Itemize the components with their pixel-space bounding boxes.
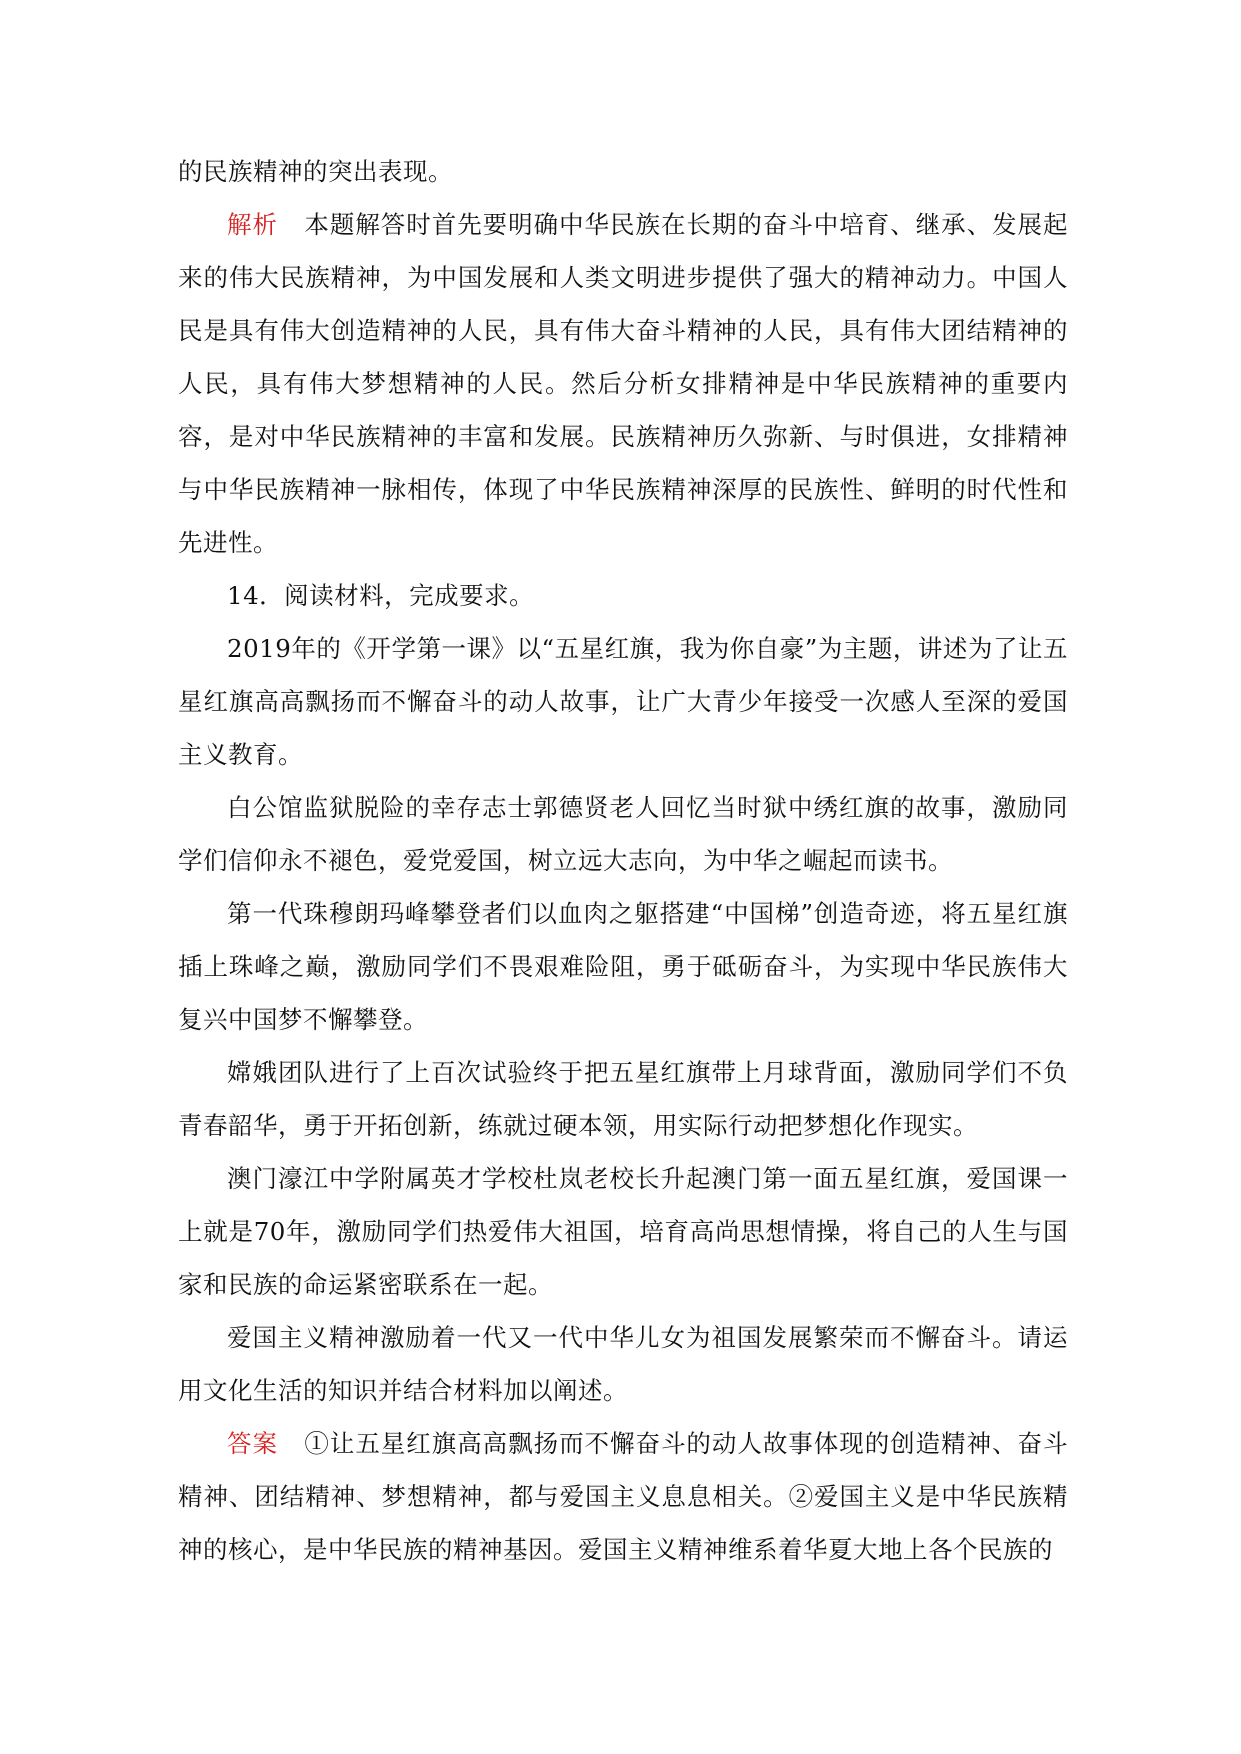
answer-paragraph	[178, 1417, 1068, 1576]
material-paragraph-2: 白公馆监狱脱险的幸存志士郭德贤老人回忆当时狱中绣红旗的故事，激励同学们信仰永不褪色，爱党爱国，树立远大志向，为中华之崛起而读书。	[178, 793, 1068, 875]
material-paragraph-3: 第一代珠穆朗玛峰攀登者们以血肉之躯搭建“中国梯”创造奇迹，将五星红旗插上珠峰之巅，激励同学们不畏艰难险阻，勇于砥砺奋斗，为实现中华民族伟大复兴中国梦不懈攀登。	[178, 899, 1068, 1034]
question-title: 14．阅读材料，完成要求。	[227, 581, 535, 610]
material-paragraph-5: 澳门濠江中学附属英才学校杜岚老校长升起澳门第一面五星红旗，爱国课一上就是70年，激励同学们热爱伟大祖国，培育高尚思想情操，将自己的人生与国家和民族的命运紧密联系在一起。	[178, 1164, 1068, 1299]
continuation-text: 的民族精神的突出表现。	[178, 157, 453, 186]
material-paragraph-4: 嫦娥团队进行了上百次试验终于把五星红旗带上月球背面，激励同学们不负青春韶华，勇于开拓创新，练就过硬本领，用实际行动把梦想化作现实。	[178, 1058, 1068, 1140]
document-page	[178, 145, 1068, 1576]
analysis-text: 本题解答时首先要明确中华民族在长期的奋斗中培育、继承、发展起来的伟大民族精神，为中国发展和人类文明进步提供了强大的精神动力。中国人民是具有伟大创造精神的人民，具有伟大奋斗精神的人民，具有伟大团结精神的人民，具有伟大梦想精神的人民。然后分析女排精神是中华民族精神的重要内容，是对中华民族精神的丰富和发展。民族精神历久弥新、与时俱进，女排精神与中华民族精神一脉相传，体现了中华民族精神深厚的民族性、鲜明的时代性和先进性。	[178, 210, 1068, 557]
answer-label: 答案	[227, 1429, 278, 1458]
question-requirement: 爱国主义精神激励着一代又一代中华儿女为祖国发展繁荣而不懈奋斗。请运用文化生活的知识并结合材料加以阐述。	[178, 1323, 1068, 1405]
analysis-paragraph	[178, 198, 1068, 569]
analysis-label: 解析	[227, 210, 278, 239]
answer-text: ①让五星红旗高高飘扬而不懈奋斗的动人故事体现的创造精神、奋斗精神、团结精神、梦想精神，都与爱国主义息息相关。②爱国主义是中华民族精神的核心，是中华民族的精神基因。爱国主义精神维系着华夏大地上各个民族的	[178, 1429, 1068, 1564]
material-paragraph-1: 2019年的《开学第一课》以“五星红旗，我为你自豪”为主题，讲述为了让五星红旗高高飘扬而不懈奋斗的动人故事，让广大青少年接受一次感人至深的爱国主义教育。	[178, 634, 1068, 769]
